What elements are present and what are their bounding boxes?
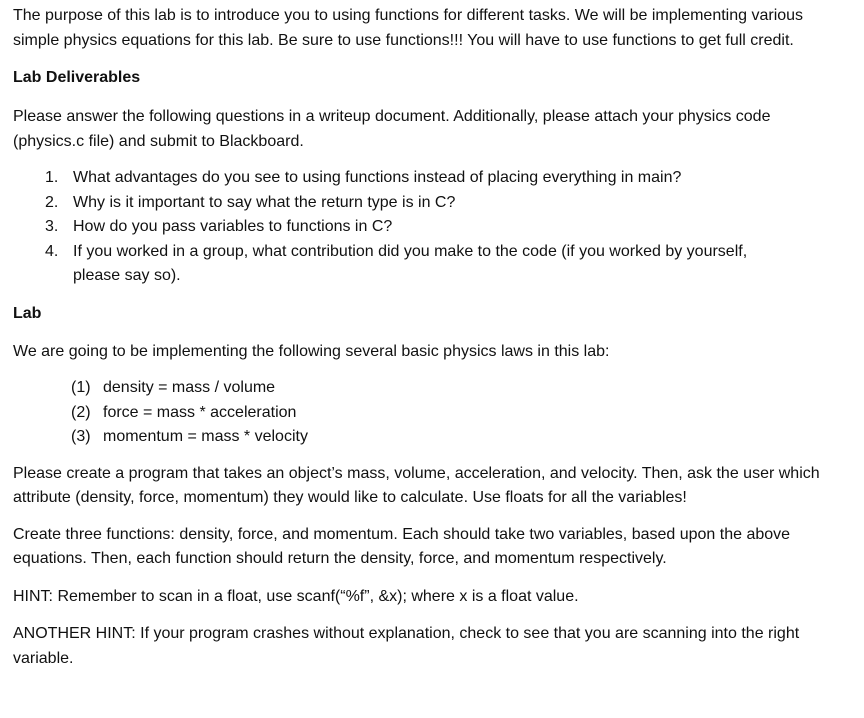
list-item-number: 1.	[45, 169, 59, 186]
deliverables-paragraph: Please answer the following questions in a writeup document. Additionally, please attach your physics code (physics.c file) and submit to Blackboard.	[13, 108, 771, 150]
list-item-text: What advantages do you see to using functions instead of placing everything in main?	[73, 169, 682, 186]
list-item-number: (1)	[71, 379, 91, 396]
list-item	[13, 240, 843, 289]
list-item	[13, 425, 843, 450]
another-hint-paragraph: ANOTHER HINT: If your program crashes without explanation, check to see that you are scanning into the right variable.	[13, 625, 800, 667]
list-item-text: Why is it important to say what the return type is in C?	[73, 193, 456, 211]
list-item-text: density = mass / volume	[103, 379, 276, 396]
functions-paragraph: Create three functions: density, force, and momentum. Each should take two variables, based upon the above equations. Then, each function should return the density, force, and momentum respectively.	[13, 525, 791, 567]
program-paragraph: Please create a program that takes an object’s mass, volume, acceleration, and velocity. Then, ask the user which attribute (density, force, momentum) they would like to calculate. Use floats for all the variables!	[13, 464, 820, 506]
list-item	[13, 376, 843, 401]
list-item-number: (2)	[71, 403, 91, 421]
lab-heading: Lab	[13, 304, 42, 322]
list-item	[13, 166, 843, 191]
list-item	[13, 191, 843, 216]
list-item-text: force = mass * acceleration	[103, 403, 297, 421]
physics-laws-list	[13, 376, 843, 450]
list-item-number: 2.	[45, 193, 59, 211]
list-item-number: (3)	[71, 428, 91, 445]
list-item-text: momentum = mass * velocity	[103, 428, 308, 445]
list-item-number: 3.	[45, 218, 59, 235]
deliverables-heading: Lab Deliverables	[13, 69, 141, 86]
list-item	[13, 215, 843, 240]
list-item-text: How do you pass variables to functions in C?	[73, 218, 393, 235]
questions-list	[13, 166, 843, 289]
lab-intro-paragraph: We are going to be implementing the following several basic physics laws in this lab:	[13, 342, 610, 360]
intro-paragraph: The purpose of this lab is to introduce you to using functions for different tasks. We will be implementing various simple physics equations for this lab. Be sure to use functions!!! You will have to use functions to get full credit.	[13, 7, 804, 49]
list-item	[13, 401, 843, 426]
hint-paragraph: HINT: Remember to scan in a float, use scanf(“%f”, &x); where x is a float value.	[13, 587, 579, 605]
list-item-text: If you worked in a group, what contribution did you make to the code (if you worked by yourself, please say so).	[73, 242, 748, 284]
list-item-number: 4.	[45, 242, 59, 260]
document-page	[13, 0, 843, 671]
